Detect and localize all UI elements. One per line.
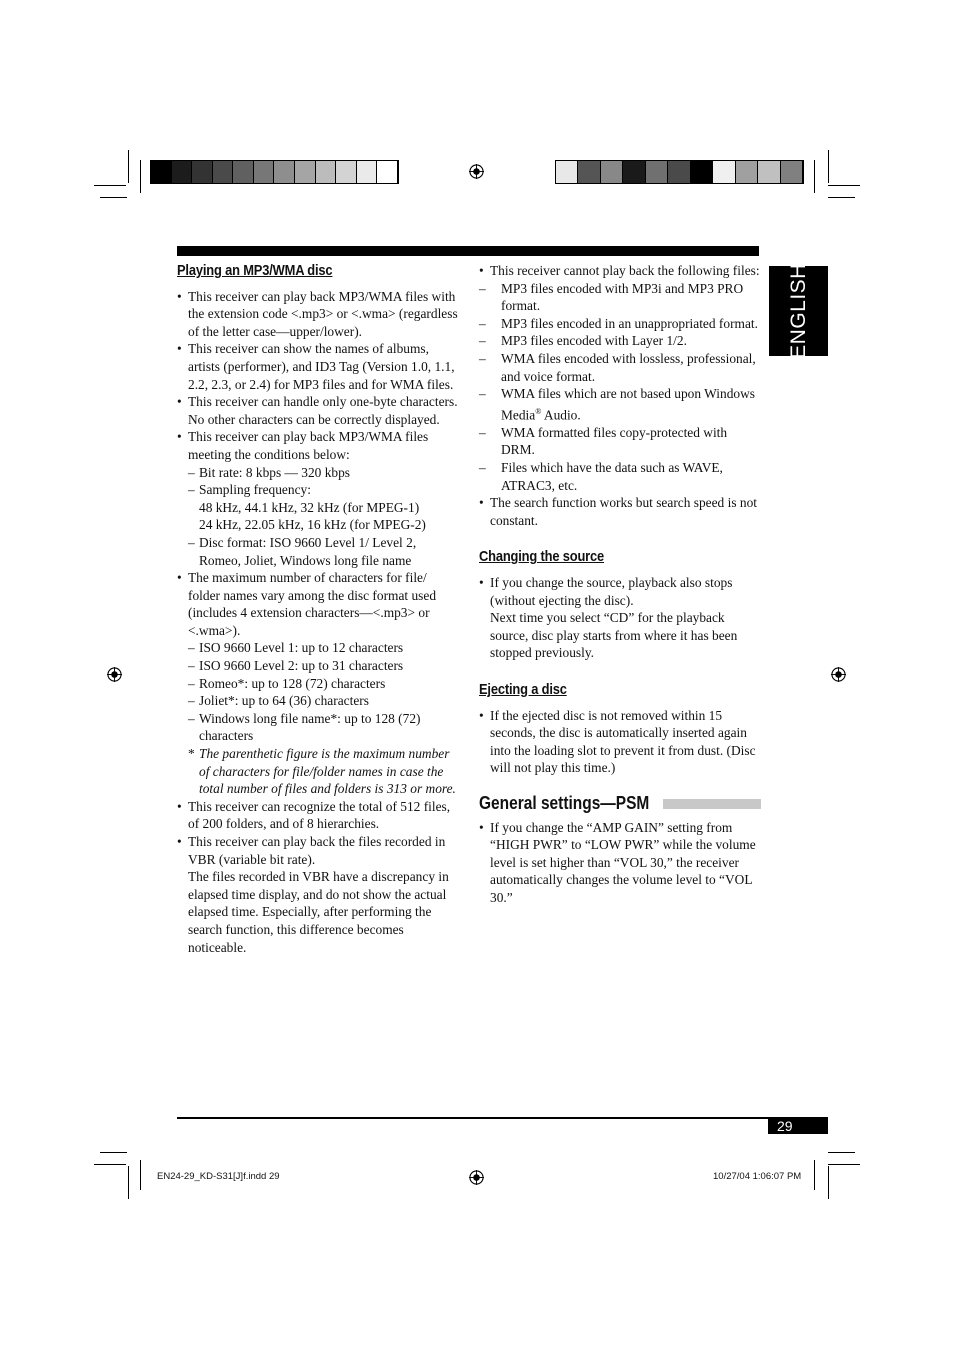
color-swatch [151,161,172,183]
section-heading: Playing an MP3/WMA disc [177,262,333,279]
crop-mark [814,160,815,193]
slug-file: EN24-29_KD-S31[J]f.indd 29 [157,1171,280,1182]
sub-item: – Files which have the data such as WAVE, ATRAC3, etc. [479,459,761,494]
crop-mark [828,197,855,198]
list-item: • This receiver cannot play back the following files: – MP3 files encoded with MP3i and MP3 PRO format. – MP3 files encoded in an unappropriated format. – MP3 files encoded with Layer 1/2. – WMA files encoded with lossless, professional, and voice format. – WMA files which are not based upon Windows Media® Audio. – WMA formatted files copy-protected with DRM. – Files which have the data such as WAVE, ATRAC3, etc. [479,262,761,494]
crop-mark [814,1160,815,1190]
left-column [177,262,461,956]
color-swatch [192,161,213,183]
color-bar-right [555,160,804,184]
list-item: • This receiver can recognize the total of 512 files, of 200 folders, and of 8 hierarchies. [177,798,461,833]
right-column [479,262,761,906]
sub-item: – Bit rate: 8 kbps — 320 kbps [188,464,461,482]
page-number: 29 [768,1118,828,1134]
crop-mark [828,1166,829,1199]
color-swatch [713,161,735,183]
list-item: • This receiver can handle only one-byte characters. No other characters can be correctly displayed. [177,393,461,428]
color-swatch [691,161,713,183]
sub-item: – WMA files encoded with lossless, professional, and voice format. [479,350,761,385]
sub-item: – MP3 files encoded with MP3i and MP3 PRO format. [479,280,761,315]
list-item: • The search function works but search speed is not constant. [479,494,761,529]
sub-item: – Joliet*: up to 64 (36) characters [188,692,461,710]
color-swatch [213,161,234,183]
list-item: • The maximum number of characters for file/ folder names vary among the disc format used (includes 4 extension characters—<.mp3> or <.wma>). – ISO 9660 Level 1: up to 12 characters – ISO 9660 Level 2: up to 31 characters – Romeo*: up to 128 (72) characters – Joliet*: up to 64 (36) characters – Windows long file name*: up to 128 (72) characters * The parenthetic figure is the maximum number of characters for file/folder names in case the total number of files and folders is 313 or more. [177,569,461,798]
crop-mark [828,1164,860,1165]
color-swatch [377,161,398,183]
color-swatch [736,161,758,183]
list-item: • This receiver can play back MP3/WMA files meeting the conditions below: – Bit rate: 8 kbps — 320 kbps – Sampling frequency: 48 kHz, 44.1 kHz, 32 kHz (for MPEG-1) 24 kHz, 22.05 kHz, 16 kHz (for MPEG-2) – Disc format: ISO 9660 Level 1/ Level 2, Romeo, Joliet, Windows long file name [177,428,461,569]
bottom-rule [177,1117,828,1119]
top-rule [177,246,759,256]
section-heading: General settings—PSM [479,795,761,813]
list-item: • If you change the “AMP GAIN” setting from “HIGH PWR” to “LOW PWR” while the volume level is set higher than “VOL 30,” the receiver automatically changes the volume level to “VOL 30.” [479,819,761,907]
color-swatch [578,161,600,183]
color-swatch [781,161,803,183]
crop-mark [140,1160,141,1190]
slug-date: 10/27/04 1:06:07 PM [713,1171,802,1182]
color-swatch [758,161,780,183]
color-swatch [556,161,578,183]
footnote: * The parenthetic figure is the maximum number of characters for file/folder names in case the total number of files and folders is 313 or more. [188,746,456,797]
registration-mark-icon [107,667,122,682]
language-tab [769,263,828,359]
sub-item: – MP3 files encoded in an unappropriated format. [479,315,761,333]
list-item: • If the ejected disc is not removed within 15 seconds, the disc is automatically inserted again into the loading slot to prevent it from dust. (Disc will not play this time.) [479,707,761,777]
list-item: • If you change the source, playback also stops (without ejecting the disc). Next time you select “CD” for the playback source, disc play starts from where it has been stopped previously. [479,574,761,662]
registration-mark-icon [469,1170,484,1185]
color-swatch [357,161,378,183]
sub-item: – ISO 9660 Level 1: up to 12 characters [188,639,461,657]
color-swatch [601,161,623,183]
color-swatch [295,161,316,183]
color-bar-left [150,160,399,184]
crop-mark [128,1166,129,1199]
crop-mark [828,185,860,186]
crop-mark [94,1164,126,1165]
language-tab-label: ENGLISH [786,263,810,359]
color-swatch [668,161,690,183]
sub-item: – Romeo*: up to 128 (72) characters [188,675,461,693]
color-swatch [172,161,193,183]
color-swatch [623,161,645,183]
crop-mark [94,185,126,186]
list-item: • This receiver can show the names of albums, artists (performer), and ID3 Tag (Version 1.0, 1.1, 2.2, 2.3, or 2.4) for MP3 files and for WMA files. [177,340,461,393]
sub-item: – WMA files which are not based upon Windows Media® Audio. [479,385,761,424]
color-swatch [274,161,295,183]
color-swatch [233,161,254,183]
sub-item: – Disc format: ISO 9660 Level 1/ Level 2, Romeo, Joliet, Windows long file name [188,534,461,569]
crop-mark [828,150,829,183]
crop-mark [128,150,129,183]
crop-mark [828,1152,855,1153]
color-swatch [336,161,357,183]
crop-mark [100,1152,127,1153]
crop-mark [100,197,127,198]
section-heading: Ejecting a disc [479,680,567,698]
section-heading: Changing the source [479,548,605,566]
registration-mark-icon [469,164,484,179]
color-swatch [316,161,337,183]
sub-item: – MP3 files encoded with Layer 1/2. [479,332,761,350]
color-swatch [254,161,275,183]
sub-item: – ISO 9660 Level 2: up to 31 characters [188,657,461,675]
sub-item: – Windows long file name*: up to 128 (72) characters [188,710,461,745]
list-item: • This receiver can play back MP3/WMA files with the extension code <.mp3> or <.wma> (regardless of the letter case—upper/lower). [177,288,461,341]
crop-mark [140,160,141,193]
sub-item: – WMA formatted files copy-protected with DRM. [479,424,761,459]
color-swatch [646,161,668,183]
list-item: • This receiver can play back the files recorded in VBR (variable bit rate). The files recorded in VBR have a discrepancy in elapsed time display, and do not show the actual elapsed time. Especially, after performing the search function, this difference becomes noticeable. [177,833,461,956]
sub-item: – Sampling frequency: 48 kHz, 44.1 kHz, 32 kHz (for MPEG-1) 24 kHz, 22.05 kHz, 16 kHz (for MPEG-2) [188,481,461,534]
registration-mark-icon [831,667,846,682]
